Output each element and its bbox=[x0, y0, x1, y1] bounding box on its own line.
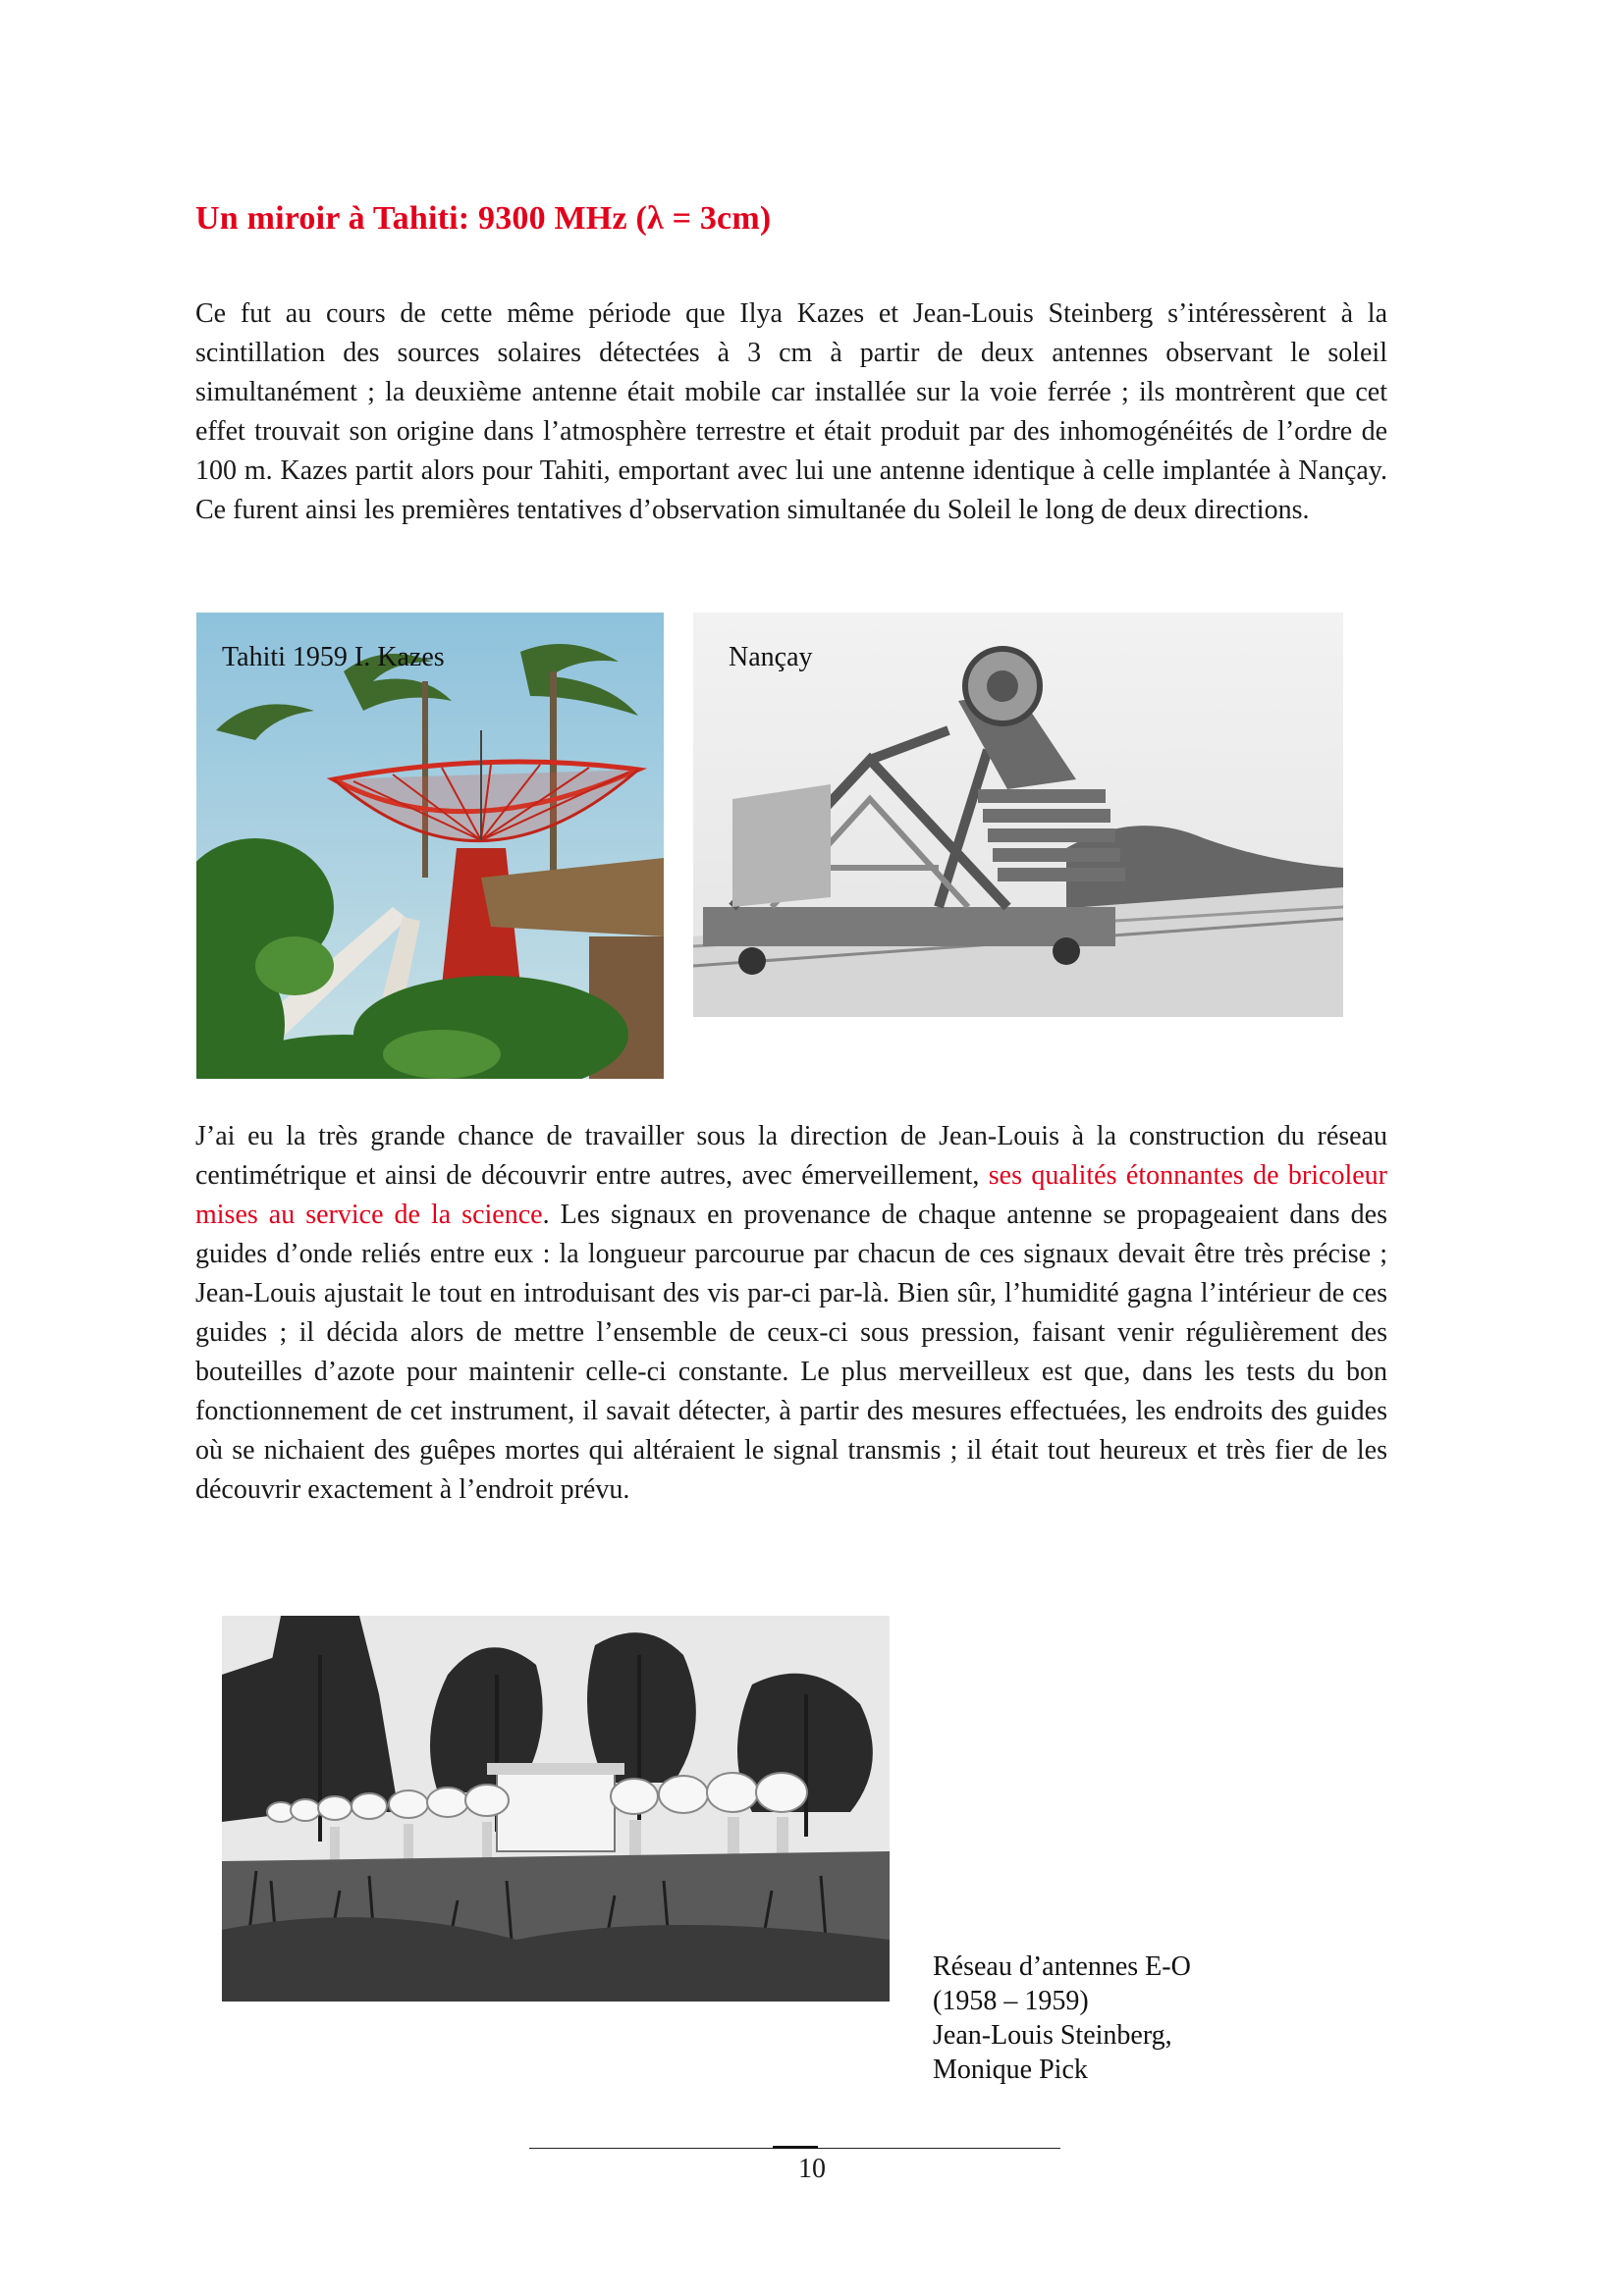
array-caption bbox=[933, 1949, 1191, 2087]
photo-label-tahiti: Tahiti 1959 I. Kazes bbox=[222, 642, 445, 672]
page-number: 10 bbox=[798, 2154, 826, 2184]
footer-rule-accent bbox=[773, 2146, 818, 2149]
paragraph-network-text-2: . Les signaux en provenance de chaque antenne se propageaient dans des guides d’onde reliés entre eux : la longueur parcourue par chacun de ces signaux devait être très précise ; Jean-Louis ajustait le tout en introduisant des vis par-ci par-là. Bien sûr, l’humidité gagna l’intérieur de ces guides ; il décida alors de mettre l’ensemble de ceux-ci sous pression, faisant venir régulièrement des bouteilles d’azote pour maintenir celle-ci constante. Le plus merveilleux est que, dans les tests du bon fonctionnement de cet instrument, il savait détecter, à partir des mesures effectuées, les endroits des guides où se nichaient des guêpes mortes qui altéraient le signal transmis ; il était tout heureux et très fier de les découvrir exactement à l’endroit prévu. bbox=[195, 1200, 1387, 1505]
paragraph-network-text-1: J’ai eu la très grande chance de travailler sous la direction de Jean-Louis à la construction du réseau centimétrique et ainsi de découvrir entre autres, avec émerveillement, bbox=[195, 1121, 1387, 1191]
caption-line-2: (1958 – 1959) bbox=[933, 1986, 1089, 2016]
caption-line-1: Réseau d’antennes E-O bbox=[933, 1951, 1191, 1982]
caption-line-3: Jean-Louis Steinberg, bbox=[933, 2020, 1172, 2051]
highlighted-phrase: ses qualités étonnantes de bricoleur mises au service de la science bbox=[195, 1160, 1387, 1230]
caption-line-4: Monique Pick bbox=[933, 2055, 1088, 2085]
photo-antenna-array bbox=[222, 1616, 890, 2002]
photo-tahiti-antenna bbox=[196, 613, 664, 1079]
section-heading: Un miroir à Tahiti: 9300 MHz (λ = 3cm) bbox=[195, 200, 772, 237]
paragraph-network bbox=[195, 1117, 1387, 1510]
paragraph-tahiti: Ce fut au cours de cette même période que Ilya Kazes et Jean-Louis Steinberg s’intéressèrent à la scintillation des sources solaires détectées à 3 cm à partir de deux antennes observant le soleil simultanément ; la deuxième antenne était mobile car installée sur la voie ferrée ; ils montrèrent que cet effet trouvait son origine dans l’atmosphère terrestre et était produit par des inhomogénéités de l’ordre de 100 m. Kazes partit alors pour Tahiti, emportant avec lui une antenne identique à celle implantée à Nançay. Ce furent ainsi les premières tentatives d’observation simultanée du Soleil le long de deux directions. bbox=[195, 298, 1387, 525]
photo-label-nancay: Nançay bbox=[729, 642, 813, 672]
